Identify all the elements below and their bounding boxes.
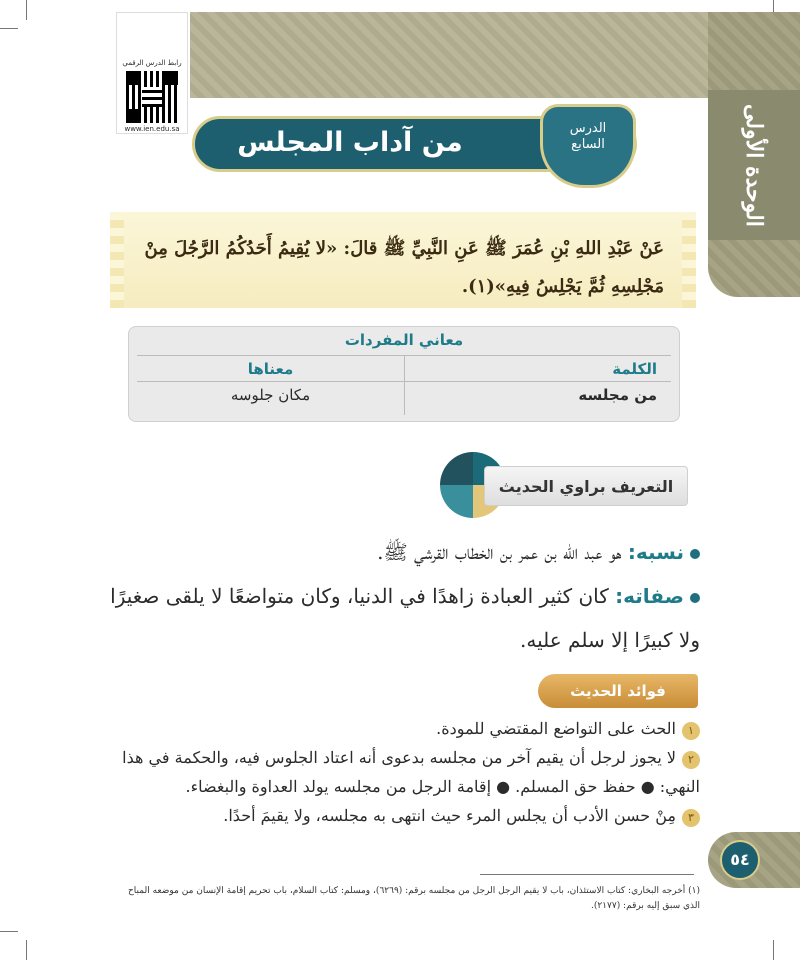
list-item [100, 801, 700, 830]
footnote: (١) أخرجه البخاري: كتاب الاستئذان، باب لا يقيم الرجل الرجل من مجلسه برقم: (٦٢٦٩)، ومسلم: كتاب السلام، باب تحريم إقامة الإنسان من موضعه المباح الذي سبق إليه برقم: (٢١٧٧). [128, 886, 700, 911]
narrator-section-header [440, 452, 688, 518]
bullet-icon [690, 593, 700, 603]
benefits-list [100, 714, 700, 830]
lesson-title: من آداب المجلس [237, 127, 463, 158]
page-number-tab [708, 832, 800, 888]
narrator-header-label: التعريف براوي الحديث [484, 466, 688, 506]
list-item [100, 714, 700, 743]
crop-mark [773, 940, 774, 960]
narrator-text: هو عبد الله بن عمر بن الخطاب القرشي ﷺ. [377, 540, 622, 564]
vocab-word: من مجلسه [404, 382, 671, 415]
hadith-text: عَنْ عَبْدِ اللهِ بْنِ عُمَرَ ﷺ عَنِ النَّبِيِّ ﷺ قالَ: «لا يُقِيمُ أَحَدُكُمُ الرَّجُلَ مِنْ مَجْلِسِهِ ثُمَّ يَجْلِسُ فِيهِ»(١). [144, 238, 664, 297]
table-row [137, 381, 671, 415]
badge-line2: السابع [571, 137, 605, 152]
crop-mark [26, 940, 27, 960]
narrator-text: كان كثير العبادة زاهدًا في الدنيا، وكان متواضعًا لا يلقى صغيرًا ولا كبيرًا إلا سلم عليه. [110, 584, 700, 652]
benefit-text: مِنْ حسن الأدب أن يجلس المرء حيث انتهى به مجلسه، ولا يقيمَ أحدًا. [223, 806, 676, 825]
narrator-key: صفاته: [615, 584, 684, 608]
qr-title: رابط الدرس الرقمي [122, 59, 182, 67]
list-item [100, 743, 700, 801]
footnote-divider [480, 874, 694, 875]
vocab-header-row [137, 355, 671, 381]
unit-tab [708, 90, 800, 240]
benefits-header: فوائد الحديث [538, 674, 698, 708]
vocab-table [128, 326, 680, 422]
number-badge: ١ [682, 722, 700, 740]
narrator-key: نسبه: [627, 540, 684, 564]
lesson-badge [540, 104, 636, 188]
badge-line1: الدرس [569, 121, 607, 136]
benefit-text: الحث على التواضع المقتضي للمودة. [436, 719, 676, 738]
list-item [100, 574, 700, 662]
qr-block[interactable] [116, 12, 188, 134]
narrator-list [100, 530, 700, 662]
crop-mark [0, 931, 18, 932]
number-badge: ٢ [682, 751, 700, 769]
qr-url[interactable]: www.ien.edu.sa [124, 125, 180, 133]
crop-mark [26, 0, 27, 20]
vocab-title: معاني المفردات [344, 331, 464, 349]
crop-mark [0, 28, 18, 29]
page-number: ٥٤ [720, 840, 760, 880]
qr-code-icon[interactable] [126, 71, 178, 123]
vocab-meaning: مكان جلوسه [230, 386, 311, 404]
hadith-box [120, 212, 686, 308]
list-item [100, 530, 700, 574]
benefit-text: لا يجوز لرجل أن يقيم آخر من مجلسه بدعوى أنه اعتاد الجلوس فيه، والحكمة في هذا النهي: ● حفظ حق المسلم. ● إقامة الرجل من مجلسه يولد العداوة والبغضاء. [122, 748, 700, 796]
bullet-icon [690, 549, 700, 559]
number-badge: ٣ [682, 809, 700, 827]
vocab-col-meaning: معناها [247, 360, 294, 378]
unit-label: الوحدة الأولى [741, 103, 767, 227]
vocab-col-word: الكلمة [404, 356, 671, 381]
